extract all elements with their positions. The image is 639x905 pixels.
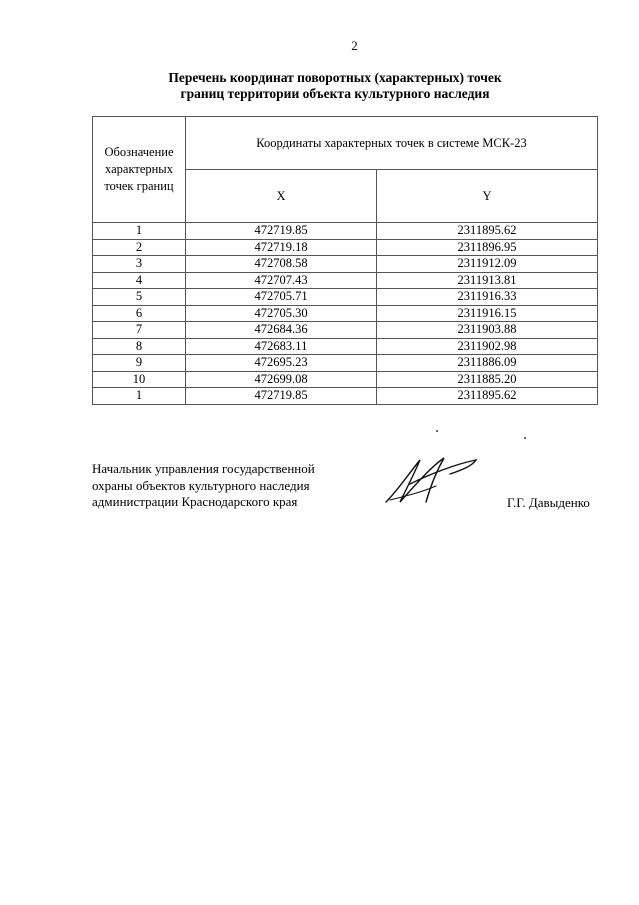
cell-id: 1 xyxy=(93,223,186,240)
cell-y: 2311916.33 xyxy=(377,289,598,306)
cell-x: 472683.11 xyxy=(186,338,377,355)
cell-id: 1 xyxy=(93,388,186,405)
cell-x: 472719.85 xyxy=(186,223,377,240)
table-row xyxy=(93,305,598,322)
cell-y: 2311902.98 xyxy=(377,338,598,355)
header-y: Y xyxy=(377,170,598,223)
title-line: Перечень координат поворотных (характерных) точек xyxy=(168,70,502,85)
table-row xyxy=(93,322,598,339)
scan-speck xyxy=(436,430,438,432)
cell-x: 472719.18 xyxy=(186,239,377,256)
cell-y: 2311895.62 xyxy=(377,388,598,405)
cell-x: 472719.85 xyxy=(186,388,377,405)
cell-y: 2311912.09 xyxy=(377,256,598,273)
cell-x: 472705.71 xyxy=(186,289,377,306)
cell-x: 472699.08 xyxy=(186,371,377,388)
cell-x: 472707.43 xyxy=(186,272,377,289)
table-row xyxy=(93,289,598,306)
handwritten-signature xyxy=(376,450,486,512)
cell-y: 2311903.88 xyxy=(377,322,598,339)
signer-position-line: охраны объектов культурного наследия xyxy=(92,477,310,493)
cell-id: 7 xyxy=(93,322,186,339)
signer-position xyxy=(92,461,315,511)
cell-y: 2311916.15 xyxy=(377,305,598,322)
table-row xyxy=(93,272,598,289)
page-number: 2 xyxy=(351,38,358,53)
cell-id: 9 xyxy=(93,355,186,372)
cell-y: 2311913.81 xyxy=(377,272,598,289)
cell-x: 472705.30 xyxy=(186,305,377,322)
cell-id: 6 xyxy=(93,305,186,322)
table-row xyxy=(93,355,598,372)
signer-name: Г.Г. Давыденко xyxy=(507,495,590,510)
title-line: границ территории объекта культурного наследия xyxy=(180,86,490,101)
header-coordinate-system: Координаты характерных точек в системе МСК-23 xyxy=(186,117,598,170)
cell-x: 472695.23 xyxy=(186,355,377,372)
table-row xyxy=(93,338,598,355)
cell-y: 2311886.09 xyxy=(377,355,598,372)
table-row xyxy=(93,388,598,405)
signer-position-line: Начальник управления государственной xyxy=(92,461,315,476)
cell-x: 472684.36 xyxy=(186,322,377,339)
signer-position-line: администрации Краснодарского края xyxy=(92,494,298,509)
scan-speck xyxy=(524,437,526,439)
table-row xyxy=(93,371,598,388)
cell-y: 2311885.20 xyxy=(377,371,598,388)
coordinates-table xyxy=(92,116,598,405)
cell-y: 2311896.95 xyxy=(377,239,598,256)
cell-id: 2 xyxy=(93,239,186,256)
header-x: X xyxy=(186,170,377,223)
header-designation: Обозначение характерных точек границ xyxy=(93,117,186,223)
cell-id: 4 xyxy=(93,272,186,289)
cell-x: 472708.58 xyxy=(186,256,377,273)
cell-id: 10 xyxy=(93,371,186,388)
document-title xyxy=(100,70,570,102)
table-row xyxy=(93,256,598,273)
cell-id: 5 xyxy=(93,289,186,306)
table-row xyxy=(93,239,598,256)
cell-id: 8 xyxy=(93,338,186,355)
table-row xyxy=(93,223,598,240)
cell-id: 3 xyxy=(93,256,186,273)
cell-y: 2311895.62 xyxy=(377,223,598,240)
